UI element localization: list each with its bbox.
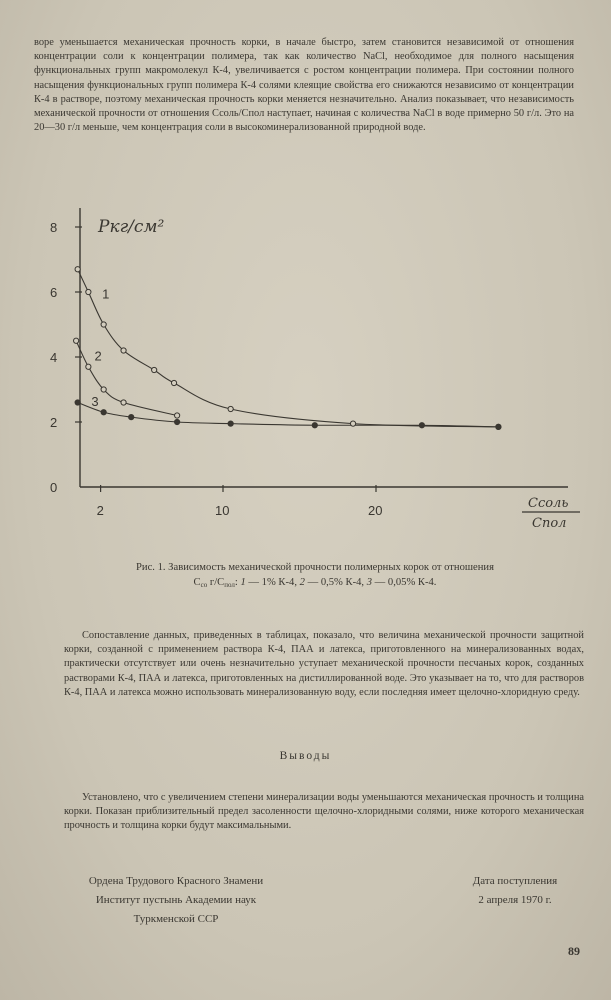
chart-points — [74, 267, 501, 430]
caption-mid: г/С — [207, 577, 225, 588]
data-point-3 — [75, 400, 80, 405]
data-point-1 — [101, 322, 106, 327]
data-point-1 — [86, 289, 91, 294]
data-point-3 — [312, 423, 317, 428]
caption-curve-3-text: — 0,05% К-4. — [372, 577, 437, 588]
curve-label-1: 1 — [102, 286, 110, 302]
curve-label-3: 3 — [91, 393, 99, 409]
figure-caption — [80, 560, 550, 593]
received-label: Дата поступления — [472, 875, 558, 887]
data-point-1 — [121, 348, 126, 353]
conclusions-paragraph: Установлено, что с увеличением степени минерализации воды уменьшаются механическая прочность и толщина корки. Показан приблизительный предел засоленности щелочно-хлоридными солями, ниже которого механическая прочность и толщина корки будут максимальными. — [64, 792, 584, 832]
data-point-3 — [419, 423, 424, 428]
data-point-3 — [496, 424, 501, 429]
data-point-3 — [228, 421, 233, 426]
data-point-1 — [228, 406, 233, 411]
caption-c1: С — [193, 577, 201, 588]
intro-paragraph: воре уменьшается механическая прочность корки, в начале быстро, затем становится независимой от отношения концентрации соли к концентрации полимера, так как количество NaCl, необходимое для полного насыщения функциональных групп макромолекул К-4, увеличивается с ростом концентрации полимера. При состоянии полного насыщения функциональных групп полимера К-4 солями клеящие свойства его снижаются независимо от концентрации К-4 в растворе, поэтому механическая прочность корки меняется незначительно. Анализ показывает, что независимость механической прочности от отношения Ссоль/Спол наступает, начиная с количества NaCl в воде примерно 50 г/л. Это на 20—30 г/л меньше, чем концентрация соли в высокоминерализованной природной воде. — [34, 37, 574, 134]
data-point-1 — [171, 380, 176, 385]
chart-curves — [76, 269, 498, 427]
chart-ticks — [50, 220, 382, 518]
y-tick-label: 2 — [50, 415, 58, 430]
y-tick-label: 8 — [50, 220, 58, 235]
data-point-2 — [74, 338, 79, 343]
data-point-1 — [350, 421, 355, 426]
curve-label-2: 2 — [94, 348, 102, 364]
x-tick-label: 20 — [368, 503, 383, 518]
caption-curve-1-text: — 1% К-4, — [245, 577, 300, 588]
affiliation-line: Институт пустынь Академии наук — [95, 894, 257, 906]
page-number: 89 — [568, 944, 580, 958]
received-date: 2 апреля 1970 г. — [478, 894, 552, 906]
data-point-2 — [101, 387, 106, 392]
conclusions-heading: Выводы — [279, 750, 332, 762]
caption-curve-2-text: — 0,5% К-4, — [304, 577, 367, 588]
data-point-1 — [75, 267, 80, 272]
caption-prefix: Рис. 1. Зависимость механической прочности полимерных корок от отношения — [136, 562, 494, 573]
y-tick-label: 0 — [50, 480, 58, 495]
curve-3 — [78, 403, 499, 427]
x-tick-label: 2 — [96, 503, 104, 518]
discussion-paragraph: Сопоставление данных, приведенных в таблицах, показало, что величина механической прочности защитной корки, созданной с применением раствора К-4, ПАА и латекса, приготовленного на минерализованных водах, практически отсутствует или очень незначительно уступает механической прочности песчаных корок, созданных растворами К-4, ПАА и латекса, приготовленных на дистиллированной воде. Это указывает на то, что для растворов К-4, ПАА и латекса можно использовать минерализованную воду, если последняя имеет щелочно-хлоридную среду. — [64, 630, 584, 698]
caption-c1-sub: со — [200, 581, 208, 589]
affiliation-line: Туркменской ССР — [133, 913, 219, 925]
caption-curve-2-number: 2 — [299, 577, 305, 588]
data-point-3 — [101, 410, 106, 415]
y-axis-label: Pкг/см² — [98, 217, 165, 237]
data-point-2 — [121, 400, 126, 405]
data-point-2 — [175, 413, 180, 418]
y-tick-label: 4 — [50, 350, 58, 365]
chart-axes — [80, 208, 568, 487]
data-point-1 — [152, 367, 157, 372]
caption-curve-3-number: 3 — [366, 577, 373, 588]
affiliation-block — [46, 872, 306, 929]
affiliation-line: Ордена Трудового Красного Знамени — [88, 875, 264, 887]
x-tick-label: 10 — [215, 503, 230, 518]
data-point-2 — [86, 364, 91, 369]
data-point-3 — [175, 419, 180, 424]
caption-colon: : — [234, 577, 241, 588]
curve-1 — [78, 269, 499, 427]
x-axis-label-denominator: Спол — [532, 516, 567, 531]
x-axis-label-numerator: Ссоль — [528, 496, 569, 511]
caption-c2-sub: пол — [224, 581, 235, 589]
caption-curve-1-number: 1 — [240, 577, 246, 588]
y-tick-label: 6 — [50, 285, 58, 300]
data-point-3 — [129, 415, 134, 420]
received-date-block — [440, 872, 590, 910]
